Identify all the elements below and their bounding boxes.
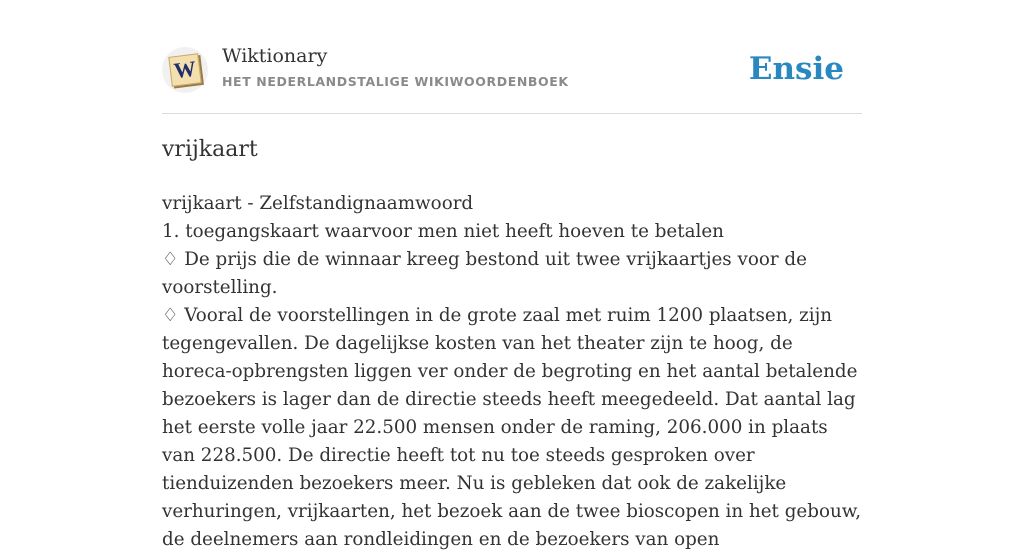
page (162, 0, 862, 550)
header (162, 0, 862, 114)
entry-heading: vrijkaart - Zelfstandignaamwoord (162, 193, 474, 214)
site-name[interactable]: Wiktionary (222, 45, 328, 67)
example-sentence: ♢ De prijs die de winnaar kreeg bestond uit twee vrijkaartjes voor de voorstelling. (162, 249, 807, 298)
ensie-brand-link[interactable]: Ensie (748, 51, 844, 87)
word-title: vrijkaart (162, 137, 258, 162)
wiktionary-w-icon: W (168, 53, 201, 86)
site-tagline: HET NEDERLANDSTALIGE WIKIWOORDENBOEK (222, 74, 569, 89)
example-sentence: ♢ Vooral de voorstellingen in de grote zaal met ruim 1200 plaatsen, zijn tegengevallen. De dagelijkse kosten van het theater zijn te hoog, de horeca-opbrengsten liggen ver onder de begroting en het aantal betalende bezoekers is lager dan de directie steeds heeft meegedeeld. Dat aantal lag het eerste volle jaar 22.500 mensen onder de raming, 206.000 in plaats van 228.500. De directie heeft tot nu toe steeds gesproken over tienduizenden bezoekers meer. Nu is gebleken dat ook de zakelijke verhuringen, vrijkaarten, het bezoek aan de twee bioscopen in het gebouw, de deelnemers aan rondleidingen en de bezoekers van open (162, 305, 862, 550)
entry-content (162, 190, 864, 554)
wiktionary-logo[interactable] (162, 47, 208, 93)
definition: 1. toegangskaart waarvoor men niet heeft hoeven te betalen (162, 221, 724, 242)
